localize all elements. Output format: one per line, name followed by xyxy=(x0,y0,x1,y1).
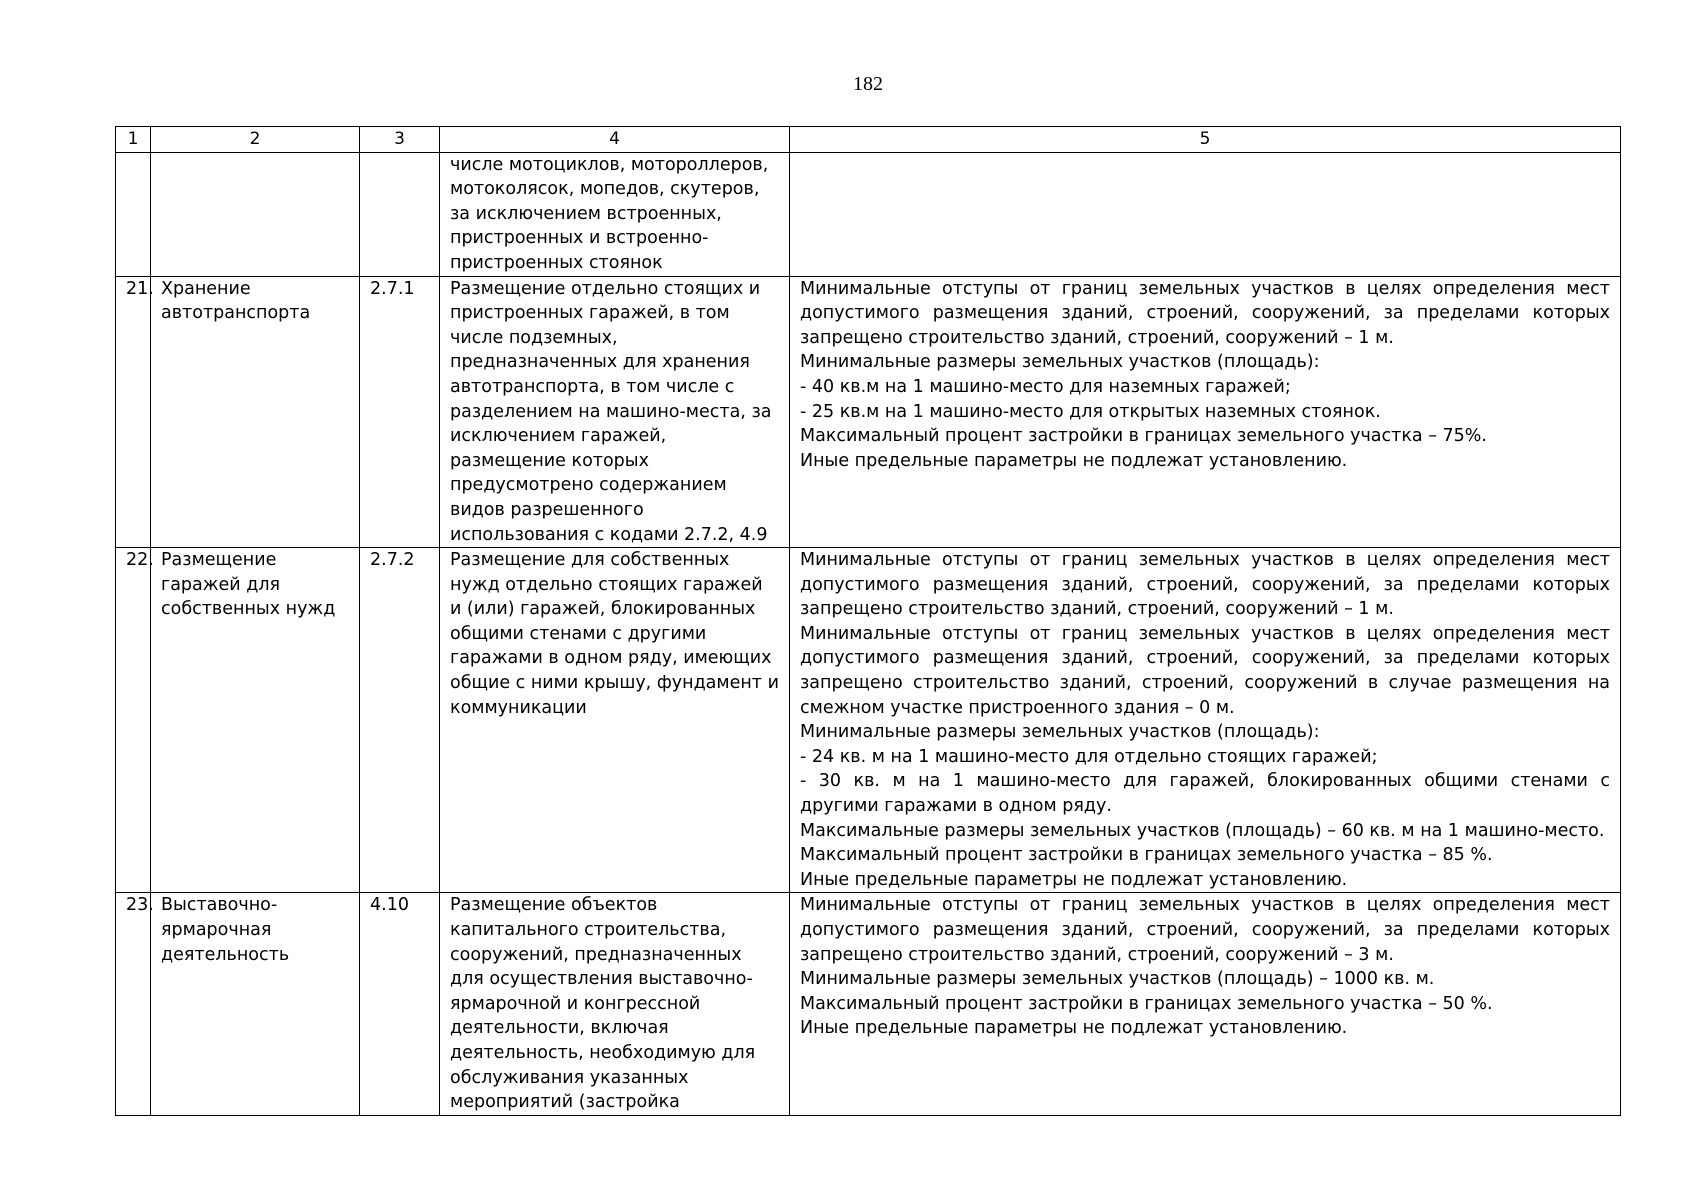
table-row xyxy=(116,548,1621,893)
zoning-table xyxy=(115,126,1621,1116)
column-header-3: 3 xyxy=(360,127,440,153)
use-type-code: 4.10 xyxy=(360,893,440,1115)
use-type-description: Размещение объектов капитального строительства, сооружений, предназначенных для осуществления выставочно-ярмарочной и конгрессной деятельности, включая деятельность, необходимую для обслуживания указанных мероприятий (застройка xyxy=(440,893,790,1115)
table-row xyxy=(116,276,1621,548)
column-header-4: 4 xyxy=(440,127,790,153)
use-type-code: 2.7.2 xyxy=(360,548,440,893)
use-type-parameters: Минимальные отступы от границ земельных участков в целях определения мест допустимого размещения зданий, строений, сооружений, за пределами которых запрещено строительство зданий, строений, сооружений – 3 м. Минимальные размеры земельных участков (площадь) – 1000 кв. м. Максимальный процент застройки в границах земельного участка – 50 %. Иные предельные параметры не подлежат установлению. xyxy=(790,893,1621,1115)
column-header-1: 1 xyxy=(116,127,151,153)
table-header-row xyxy=(116,127,1621,153)
row-number: 21. xyxy=(116,276,151,548)
use-type-name xyxy=(151,152,360,276)
row-number: 22. xyxy=(116,548,151,893)
column-header-2: 2 xyxy=(151,127,360,153)
use-type-parameters: Минимальные отступы от границ земельных участков в целях определения мест допустимого размещения зданий, строений, сооружений, за пределами которых запрещено строительство зданий, строений, сооружений – 1 м. Минимальные размеры земельных участков (площадь): - 40 кв.м на 1 машино-место для наземных гаражей; - 25 кв.м на 1 машино-место для открытых наземных стоянок. Максимальный процент застройки в границах земельного участка – 75%. Иные предельные параметры не подлежат установлению. xyxy=(790,276,1621,548)
page-number: 182 xyxy=(853,73,883,95)
use-type-parameters: Минимальные отступы от границ земельных участков в целях определения мест допустимого размещения зданий, строений, сооружений, за пределами которых запрещено строительство зданий, строений, сооружений – 1 м. Минимальные отступы от границ земельных участков в целях определения мест допустимого размещения зданий, строений, сооружений, за пределами которых запрещено строительство зданий, строений, сооружений в случае размещения на смежном участке пристроенного здания – 0 м. Минимальные размеры земельных участков (площадь): - 24 кв. м на 1 машино-место для отдельно стоящих гаражей; - 30 кв. м на 1 машино-место для гаражей, блокированных общими стенами с другими гаражами в одном ряду. Максимальные размеры земельных участков (площадь) – 60 кв. м на 1 машино-место. Максимальный процент застройки в границах земельного участка – 85 %. Иные предельные параметры не подлежат установлению. xyxy=(790,548,1621,893)
use-type-code xyxy=(360,152,440,276)
table-row xyxy=(116,893,1621,1115)
use-type-name: Выставочно-ярмарочная деятельность xyxy=(151,893,360,1115)
use-type-name: Хранение автотранспорта xyxy=(151,276,360,548)
use-type-description: Размещение для собственных нужд отдельно стоящих гаражей и (или) гаражей, блокированных общими стенами с другими гаражами в одном ряду, имеющих общие с ними крышу, фундамент и коммуникации xyxy=(440,548,790,893)
row-number: 23. xyxy=(116,893,151,1115)
use-type-parameters xyxy=(790,152,1621,276)
column-header-5: 5 xyxy=(790,127,1621,153)
use-type-code: 2.7.1 xyxy=(360,276,440,548)
table-row xyxy=(116,152,1621,276)
use-type-description: числе мотоциклов, мотороллеров, мотоколясок, мопедов, скутеров, за исключением встроенных, пристроенных и встроенно-пристроенных стоянок xyxy=(440,152,790,276)
use-type-description: Размещение отдельно стоящих и пристроенных гаражей, в том числе подземных, предназначенных для хранения автотранспорта, в том числе с разделением на машино-места, за исключением гаражей, размещение которых предусмотрено содержанием видов разрешенного использования с кодами 2.7.2, 4.9 xyxy=(440,276,790,548)
row-number xyxy=(116,152,151,276)
use-type-name: Размещение гаражей для собственных нужд xyxy=(151,548,360,893)
